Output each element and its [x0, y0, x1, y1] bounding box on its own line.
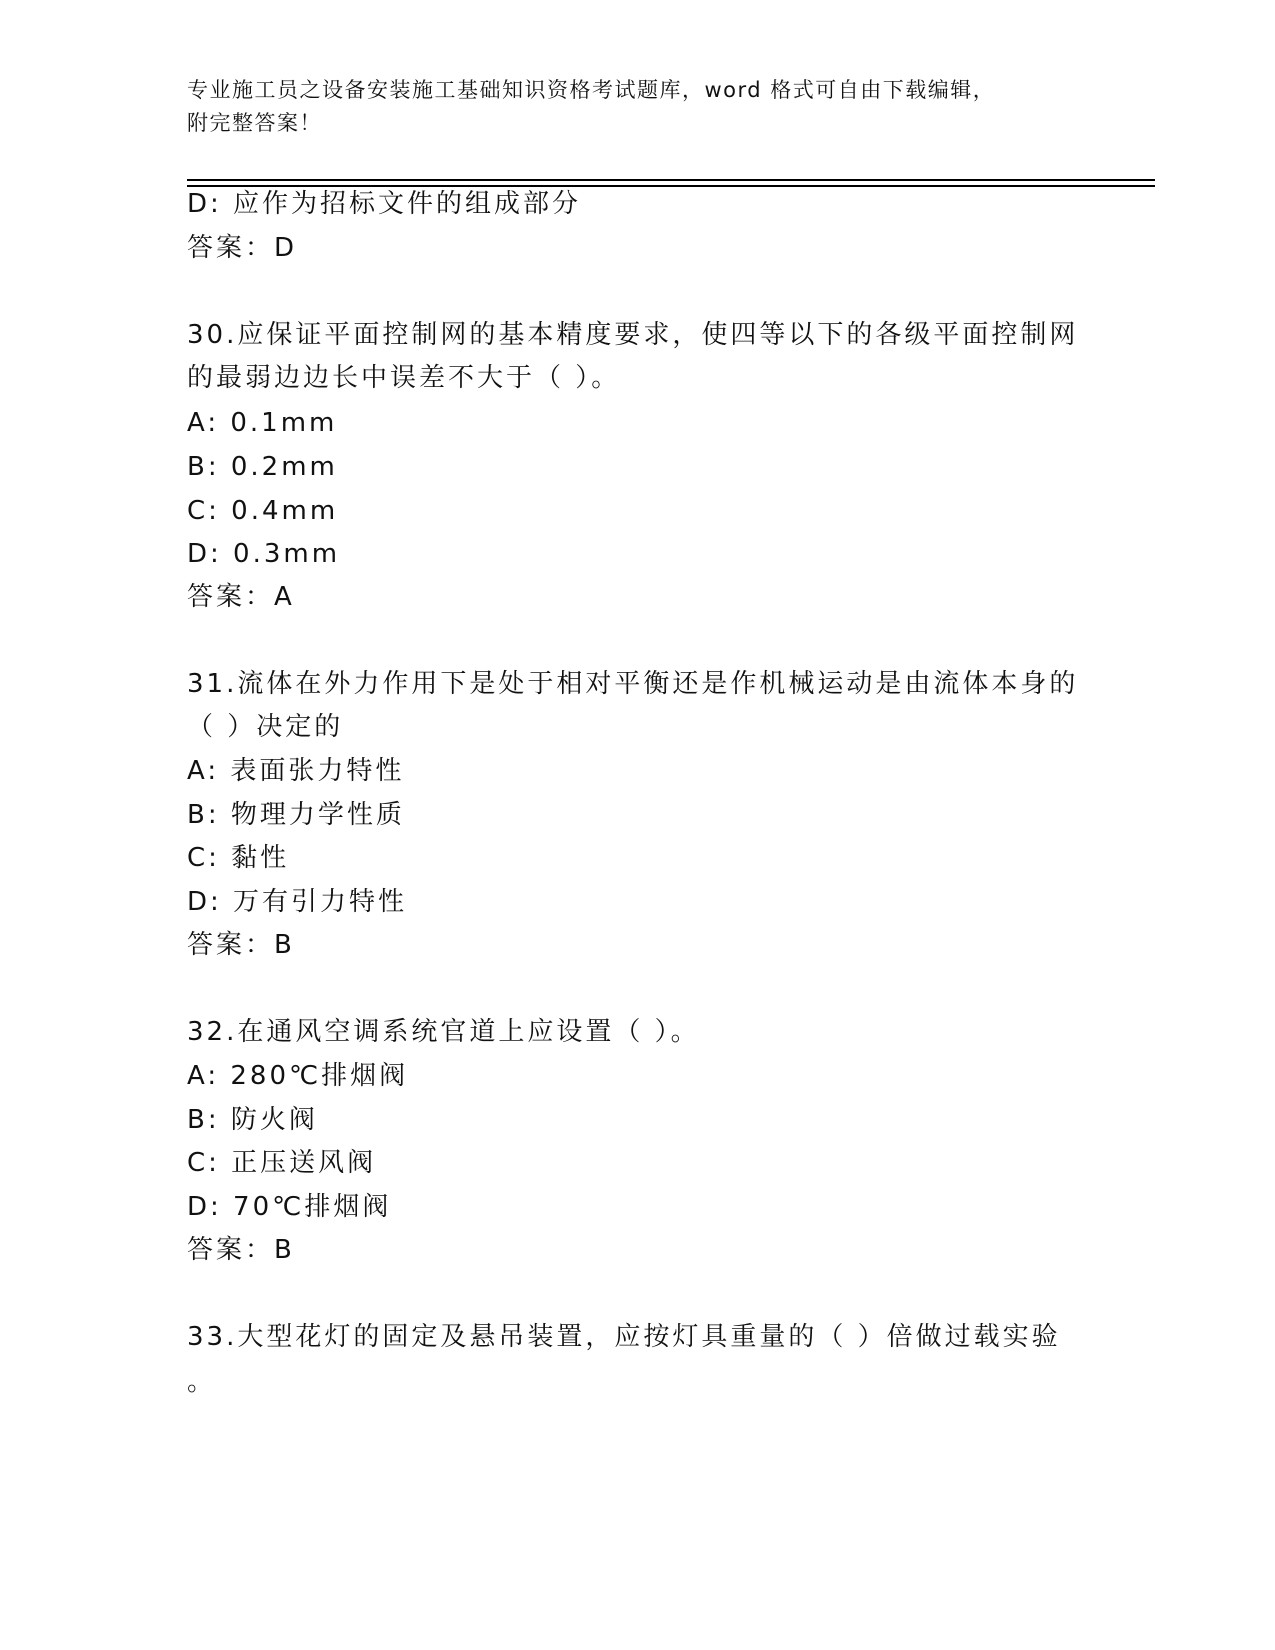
question-33-stem-line-2: 。 — [187, 1367, 217, 1397]
prev-answer: 答案：D — [187, 233, 298, 263]
question-32-stem-line-1: 32.在通风空调系统官道上应设置（ ）。 — [187, 1017, 700, 1047]
question-31-option-b: B: 物理力学性质 — [187, 800, 405, 830]
header-line-1: 专业施工员之设备安装施工基础知识资格考试题库，word 格式可自由下载编辑， — [187, 78, 996, 102]
header-line-2: 附完整答案！ — [187, 111, 322, 135]
question-30-option-b: B: 0.2mm — [187, 452, 338, 482]
question-32-option-c: C: 正压送风阀 — [187, 1148, 377, 1178]
question-32-option-a: A: 280℃排烟阀 — [187, 1061, 409, 1091]
document-header — [187, 74, 1087, 140]
question-32-answer: 答案：B — [187, 1235, 295, 1265]
prev-option-d: D: 应作为招标文件的组成部分 — [187, 189, 582, 219]
question-31-option-c: C: 黏性 — [187, 843, 290, 873]
question-30-option-d: D: 0.3mm — [187, 539, 341, 569]
question-31-answer: 答案：B — [187, 930, 295, 960]
header-divider-top — [187, 179, 1155, 181]
question-30-stem-line-2: 的最弱边边长中误差不大于（ ）。 — [187, 363, 621, 393]
question-31-option-d: D: 万有引力特性 — [187, 887, 408, 917]
question-31-option-a: A: 表面张力特性 — [187, 756, 405, 786]
question-30-stem-line-1: 30.应保证平面控制网的基本精度要求，使四等以下的各级平面控制网 — [187, 320, 1079, 350]
question-31-stem-line-1: 31.流体在外力作用下是处于相对平衡还是作机械运动是由流体本身的 — [187, 669, 1079, 699]
question-30-answer: 答案：A — [187, 582, 295, 612]
question-33-stem-line-1: 33.大型花灯的固定及悬吊装置，应按灯具重量的（ ）倍做过载实验 — [187, 1322, 1061, 1352]
question-30-option-c: C: 0.4mm — [187, 496, 339, 526]
question-32-option-b: B: 防火阀 — [187, 1105, 318, 1135]
question-32-option-d: D: 70℃排烟阀 — [187, 1192, 392, 1222]
question-31-stem-line-2: （ ）决定的 — [187, 712, 344, 742]
question-30-option-a: A: 0.1mm — [187, 408, 338, 438]
